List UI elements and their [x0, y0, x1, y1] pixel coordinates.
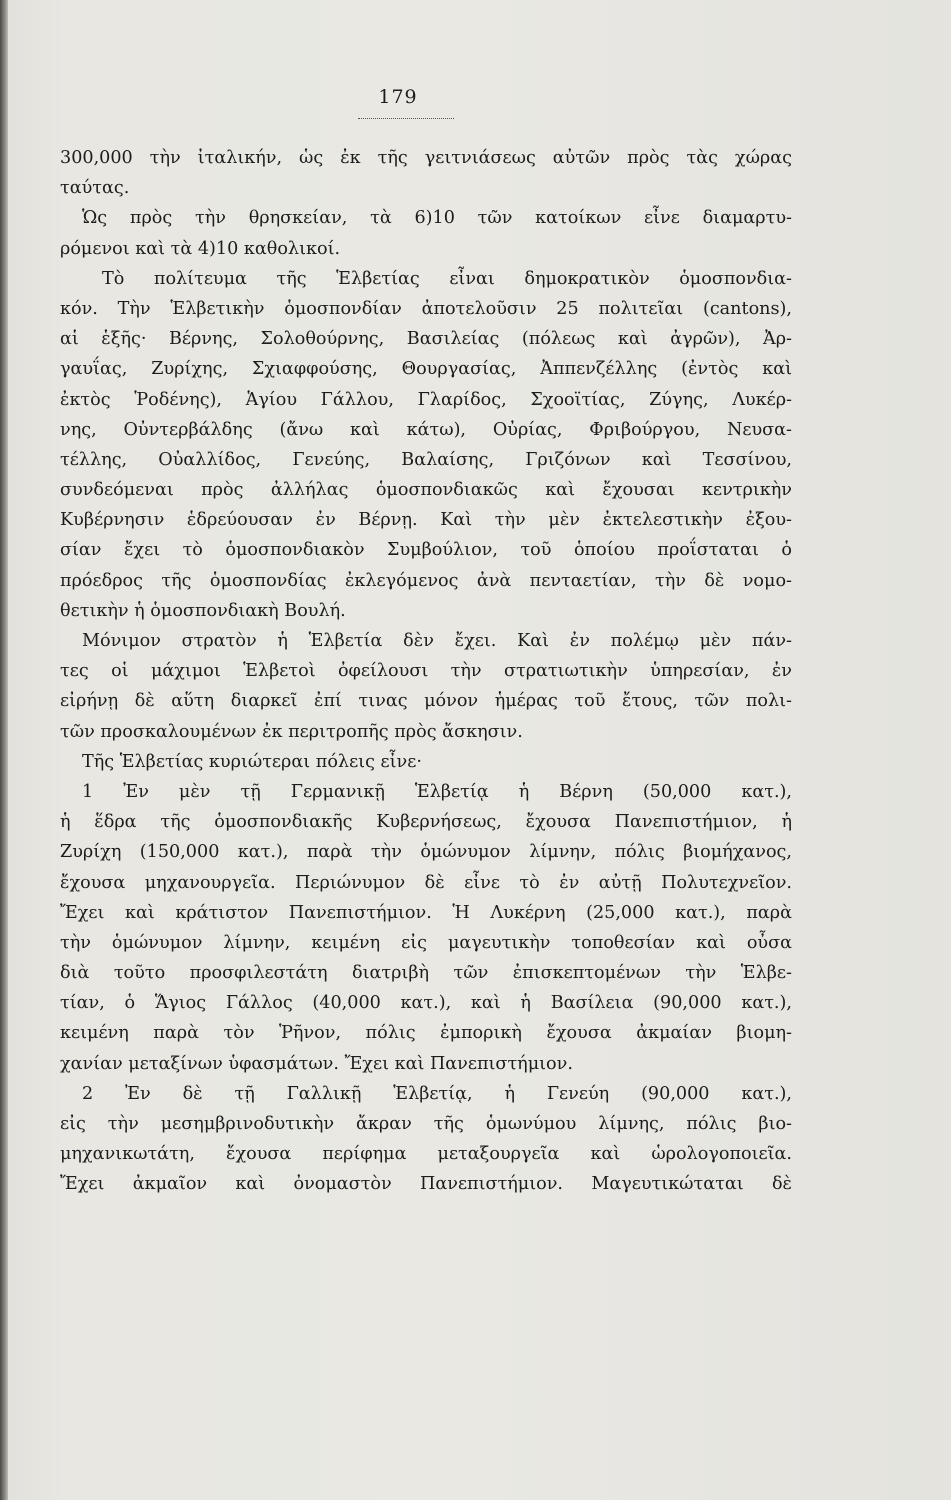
text-line: Ἔχει ἀκμαῖον καὶ ὀνομαστὸν Πανεπιστήμιον. Μαγευτικώταται δὲ: [60, 1174, 792, 1195]
text-line: κειμένη παρὰ τὸν Ῥῆνον, πόλις ἐμπορικὴ ἔχουσα ἀκμαίαν βιομη-: [60, 1023, 792, 1044]
text-line: ταύτας.: [60, 178, 130, 199]
text-line: Κυβέρνησιν ἑδρεύουσαν ἐν Βέρνῃ. Καὶ τὴν μὲν ἐκτελεστικὴν ἐξου-: [60, 510, 792, 531]
text-line: ἔχουσα μηχανουργεῖα. Περιώνυμον δὲ εἶνε τὸ ἐν αὐτῇ Πολυτεχνεῖον.: [60, 872, 792, 893]
text-line: ἡ ἕδρα τῆς ὁμοσπονδιακῆς Κυβερνήσεως, ἔχουσα Πανεπιστήμιον, ἡ: [60, 812, 792, 833]
text-line: συνδεόμεναι πρὸς ἀλλήλας ὁμοσπονδιακῶς καὶ ἔχουσαι κεντρικὴν: [60, 480, 792, 501]
text-line: 1 Ἐν μὲν τῇ Γερμανικῇ Ἑλβετίᾳ ἡ Βέρνη (50,000 κατ.),: [82, 781, 792, 802]
text-line: νης, Οὐντερβάλδης (ἄνω καὶ κάτω), Οὐρίας, Φριβούργου, Νευσα-: [60, 419, 792, 440]
page-number: 179: [378, 86, 418, 108]
text-line: Ζυρίχη (150,000 κατ.), παρὰ τὴν ὁμώνυμον λίμνην, πόλις βιομήχανος,: [60, 842, 792, 863]
text-line: ρόμενοι καὶ τὰ 4)10 καθολικοί.: [60, 238, 341, 259]
text-line: σίαν ἔχει τὸ ὁμοσπονδιακὸν Συμβούλιον, τοῦ ὁποίου προΐσταται ὁ: [60, 540, 792, 561]
text-line: τὴν ὁμώνυμον λίμνην, κειμένη εἰς μαγευτικὴν τοποθεσίαν καὶ οὖσα: [60, 932, 792, 953]
text-line: Ἔχει καὶ κράτιστον Πανεπιστήμιον. Ἡ Λυκέρνη (25,000 κατ.), παρὰ: [60, 902, 792, 923]
text-line: κόν. Τὴν Ἑλβετικὴν ὁμοσπονδίαν ἀποτελοῦσιν 25 πολιτεῖαι (cantons),: [60, 298, 792, 319]
text-line: τες οἱ μάχιμοι Ἑλβετοὶ ὀφείλουσι τὴν στρατιωτικὴν ὑπηρεσίαν, ἐν: [60, 661, 792, 682]
text-line: 2 Ἐν δὲ τῇ Γαλλικῇ Ἑλβετίᾳ, ἡ Γενεύη (90,000 κατ.),: [82, 1083, 792, 1104]
book-spine-shadow: [0, 0, 8, 1500]
text-line: πρόεδρος τῆς ὁμοσπονδίας ἐκλεγόμενος ἀνὰ πενταετίαν, τὴν δὲ νομο-: [60, 570, 792, 591]
text-line: τέλλης, Οὐαλλίδος, Γενεύης, Βαλαίσης, Γριζόνων καὶ Τεσσίνου,: [60, 449, 792, 470]
book-page: [8, 0, 951, 1500]
text-line: ἐκτὸς Ῥοδένης), Ἁγίου Γάλλου, Γλαρίδος, Σχοοϊτίας, Ζύγης, Λυκέρ-: [60, 389, 792, 410]
text-line: αἱ ἑξῆς· Βέρνης, Σολοθούρνης, Βασιλείας (πόλεως καὶ ἀγρῶν), Ἀρ-: [60, 329, 792, 350]
text-line: εἰρήνῃ δὲ αὕτη διαρκεῖ ἐπί τινας μόνον ἡμέρας τοῦ ἔτους, τῶν πολι-: [60, 691, 792, 712]
text-line: χανίαν μεταξίνων ὑφασμάτων. Ἔχει καὶ Πανεπιστήμιον.: [60, 1053, 573, 1074]
text-line: Τὸ πολίτευμα τῆς Ἑλβετίας εἶναι δημοκρατικὸν ὁμοσπονδια-: [102, 268, 792, 289]
text-line: διὰ τοῦτο προσφιλεστάτη διατριβὴ τῶν ἐπισκεπτομένων τὴν Ἑλβε-: [60, 963, 792, 984]
text-line: θετικὴν ἡ ὁμοσπονδιακὴ Βουλή.: [60, 600, 346, 621]
text-line: 300,000 τὴν ἰταλικήν, ὡς ἐκ τῆς γειτνιάσεως αὐτῶν πρὸς τὰς χώρας: [60, 148, 792, 168]
page-number-rule: [358, 118, 454, 119]
text-line: Ὡς πρὸς τὴν θρησκείαν, τὰ 6)10 τῶν κατοίκων εἶνε διαμαρτυ-: [82, 208, 792, 229]
text-line: Μόνιμον στρατὸν ἡ Ἑλβετία δὲν ἔχει. Καὶ ἐν πολέμῳ μὲν πάν-: [82, 631, 792, 651]
text-line: γαυΐας, Ζυρίχης, Σχιαφφούσης, Θουργασίας, Ἀππενζέλλης (ἐντὸς καὶ: [60, 359, 792, 380]
body-text: [60, 143, 792, 1200]
text-line: μηχανικωτάτη, ἔχουσα περίφημα μεταξουργεῖα καὶ ὡρολογοποιεῖα.: [60, 1144, 792, 1165]
text-line: τίαν, ὁ Ἅγιος Γάλλος (40,000 κατ.), καὶ ἡ Βασίλεια (90,000 κατ.),: [60, 993, 792, 1014]
text-line: τῶν προσκαλουμένων ἐκ περιτροπῆς πρὸς ἄσκησιν.: [60, 721, 523, 742]
text-line: Τῆς Ἑλβετίας κυριώτεραι πόλεις εἶνε·: [82, 751, 422, 772]
text-line: εἰς τὴν μεσημβρινοδυτικὴν ἄκραν τῆς ὁμωνύμου λίμνης, πόλις βιο-: [60, 1114, 792, 1134]
